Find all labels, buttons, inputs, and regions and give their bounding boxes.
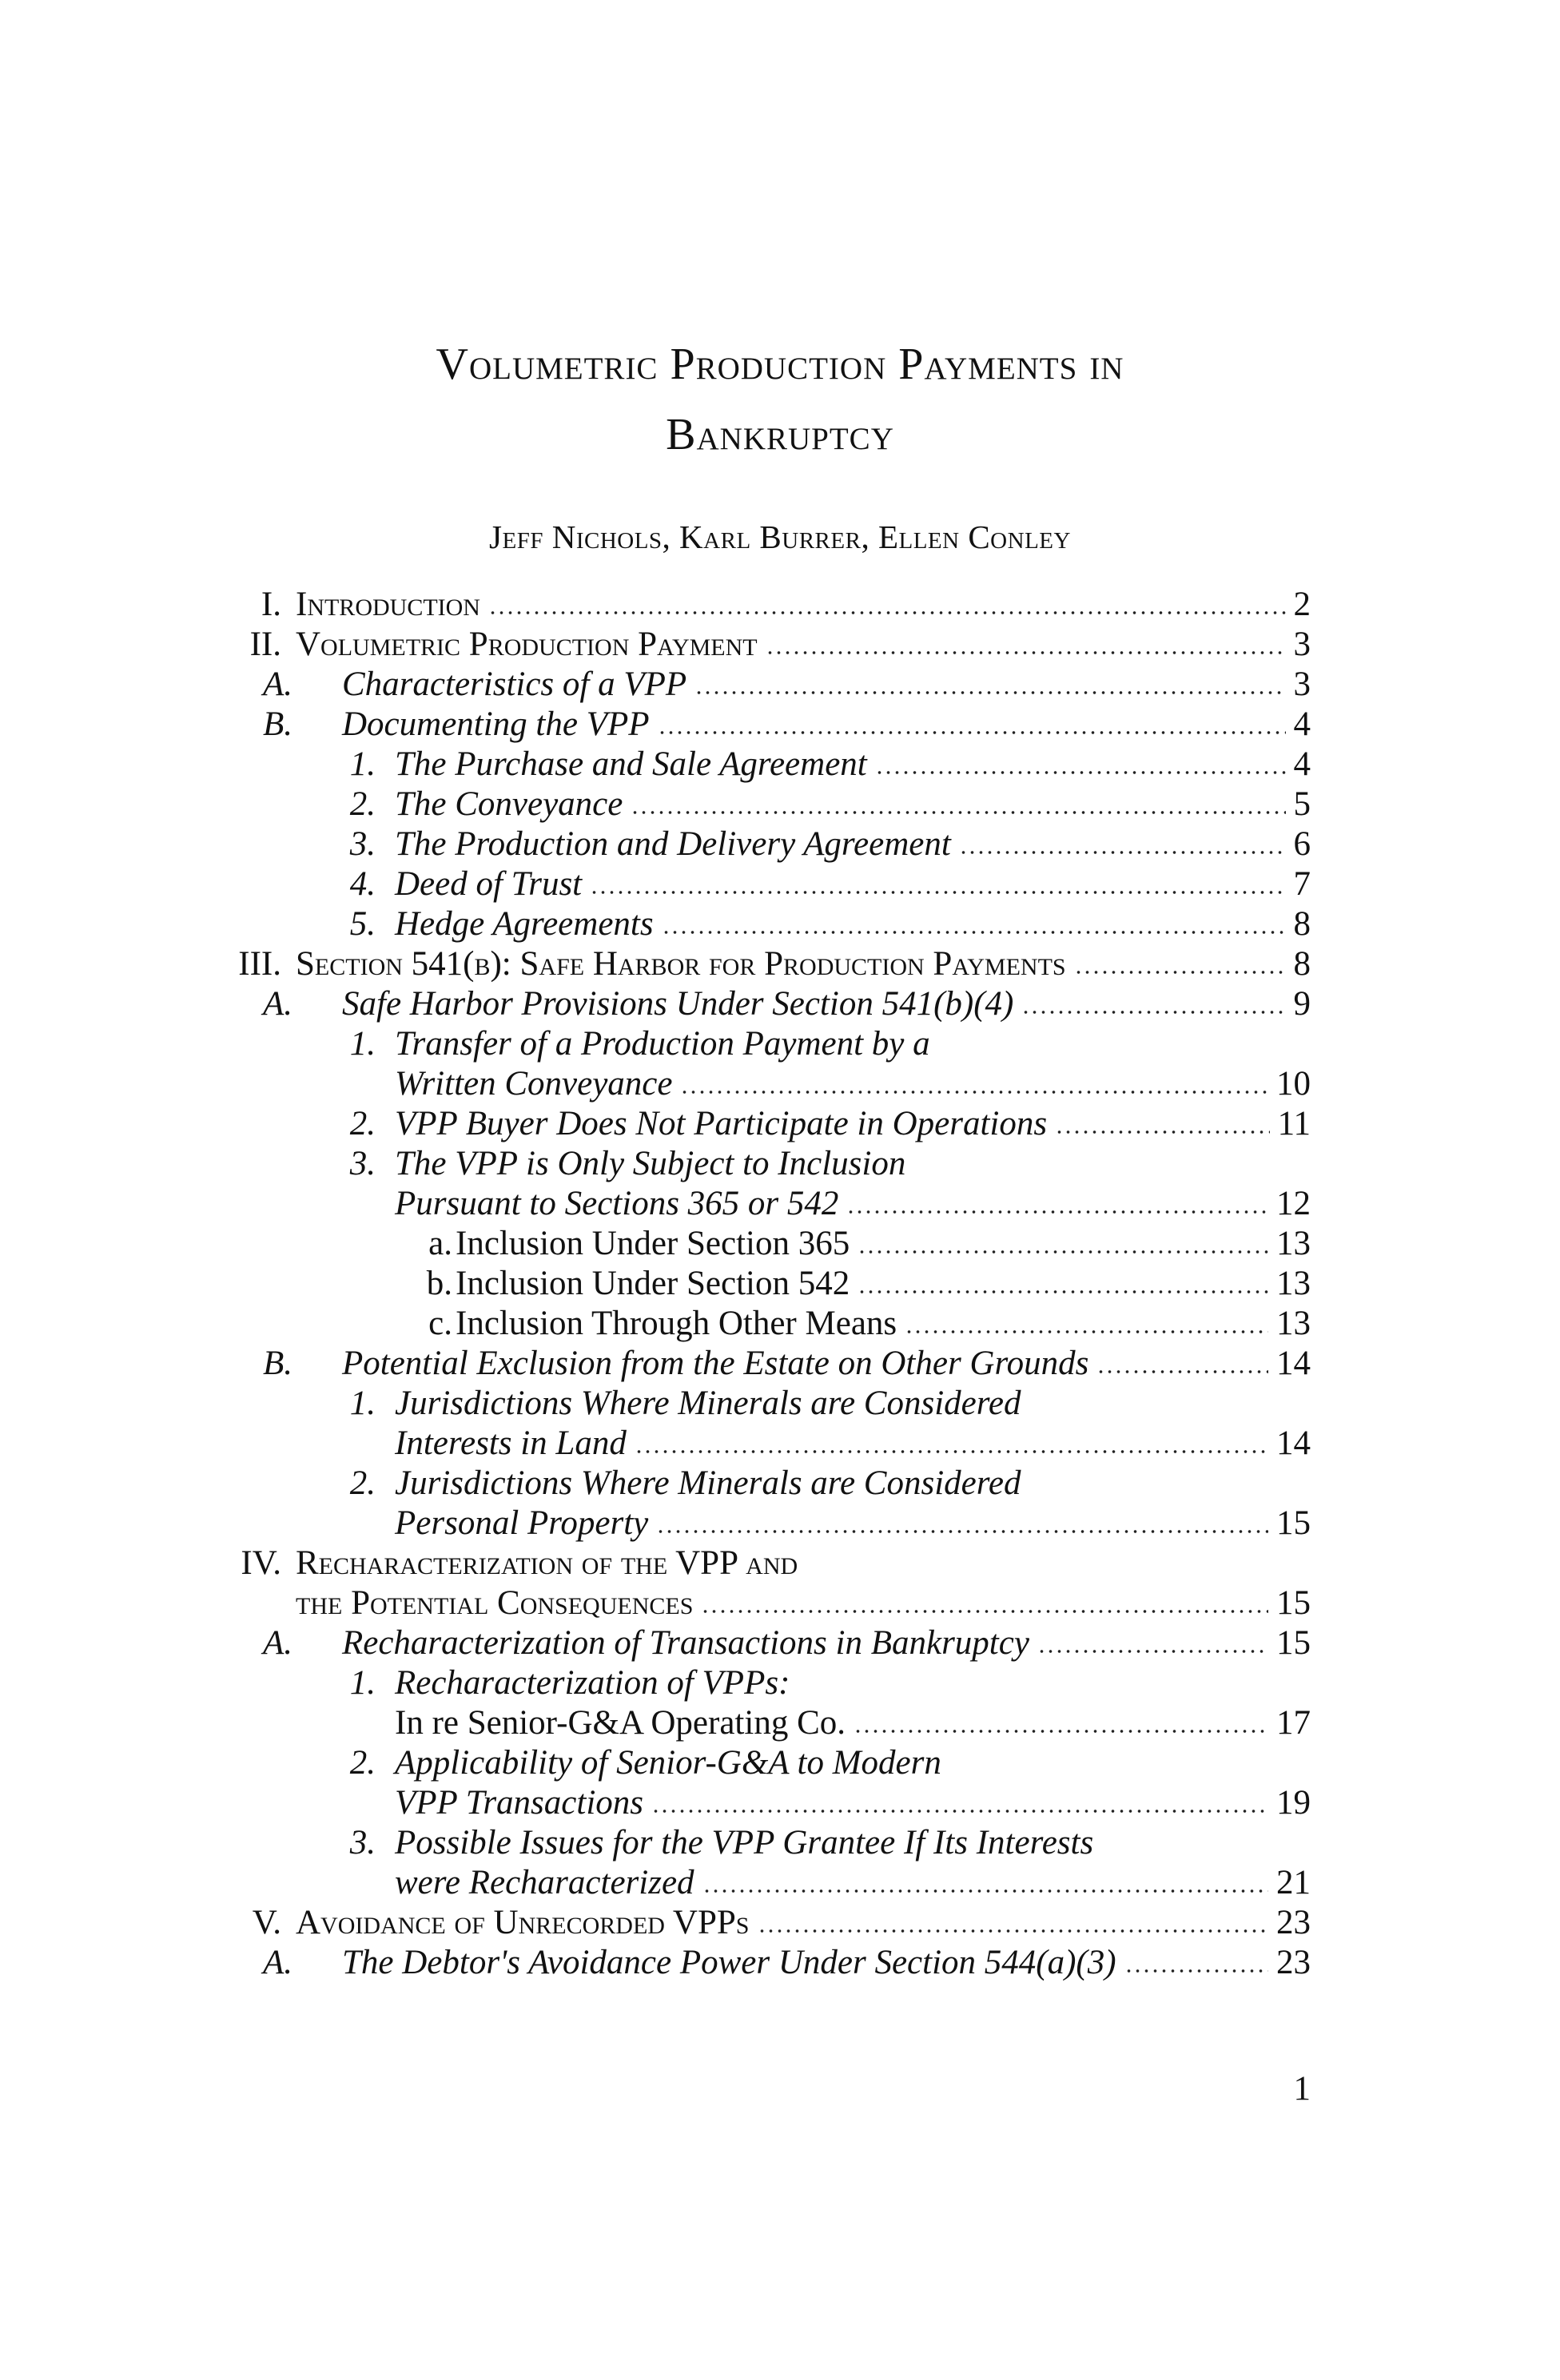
toc-entry-page: 4 [1293,745,1311,783]
toc-entry-title: Jurisdictions Where Minerals are Considered [395,1464,1021,1502]
author-list: Jeff Nichols, Karl Burrer, Ellen Conley [489,519,1071,555]
toc-entry-title: Hedge Agreements [395,905,654,943]
toc-entry-title: Transfer of a Production Payment by a [395,1025,930,1063]
toc-entry-page: 5 [1293,785,1311,823]
toc-entry-number: 2. [349,1105,376,1142]
toc-entry-number: c. [428,1305,452,1342]
toc-entry-number: 2. [349,1744,376,1782]
toc-dot-leader [766,650,1286,655]
toc-dot-leader [694,690,1285,695]
toc-entry [0,904,1560,944]
toc-entry [0,1823,1560,1863]
toc-dot-leader [631,810,1285,815]
toc-dot-leader [656,1529,1268,1534]
toc-entry-number: 1. [349,1385,376,1422]
toc-dot-leader [858,1250,1268,1254]
toc-entry-page: 23 [1276,1904,1311,1941]
toc-entry [0,1583,1560,1623]
toc-dot-leader [758,1929,1269,1933]
toc-entry-page: 3 [1293,666,1311,703]
toc-entry-page: 7 [1293,865,1311,903]
toc-entry [0,1663,1560,1703]
toc-entry [0,864,1560,904]
toc-dot-leader [959,850,1286,855]
toc-entry-title: Deed of Trust [395,865,583,903]
toc-entry-page: 17 [1276,1704,1311,1742]
toc-entry-title: Introduction [296,586,480,623]
toc-entry-title: In re Senior-G&A Operating Co. [395,1704,846,1742]
toc-entry-page: 13 [1276,1225,1311,1262]
toc-entry [0,1304,1560,1344]
toc-entry-page: 13 [1276,1265,1311,1302]
toc-entry-page: 15 [1276,1504,1311,1542]
toc-entry [0,585,1560,625]
toc-entry-title: Personal Property [395,1504,649,1542]
toc-dot-leader [905,1329,1268,1334]
toc-entry [0,1703,1560,1743]
toc-entry [0,1104,1560,1144]
toc-dot-leader [854,1729,1268,1734]
toc-entry-number: 1. [349,1664,376,1702]
toc-entry-number: A. [262,985,292,1023]
toc-entry-page: 6 [1293,825,1311,863]
toc-entry-title: The Purchase and Sale Agreement [395,745,867,783]
toc-entry-page: 14 [1276,1424,1311,1462]
toc-dot-leader [590,890,1285,895]
toc-dot-leader [658,730,1286,735]
toc-entry-page: 15 [1276,1624,1311,1662]
toc-entry-number: V. [252,1904,281,1941]
toc-entry-title: Inclusion Through Other Means [456,1305,897,1342]
toc-entry-title: The VPP is Only Subject to Inclusion [395,1145,906,1182]
toc-entry-page: 23 [1276,1944,1311,1981]
toc-entry-title: Recharacterization of VPPs: [395,1664,790,1702]
toc-entry-number: b. [426,1265,452,1302]
toc-entry-title: Avoidance of Unrecorded VPPs [296,1904,750,1941]
toc-entry-title: Inclusion Under Section 365 [456,1225,850,1262]
toc-entry-title: Inclusion Under Section 542 [456,1265,850,1302]
toc-entry [0,1144,1560,1184]
toc-dot-leader [1037,1649,1268,1654]
toc-entry-page: 10 [1276,1065,1311,1103]
toc-entry-title: Characteristics of a VPP [342,666,687,703]
page-number: 1 [1293,2070,1311,2108]
toc-dot-leader [635,1449,1268,1454]
toc-entry [0,824,1560,864]
toc-entry-number: 1. [349,1025,376,1063]
toc-entry-number: I. [261,586,281,623]
toc-entry-number: 3. [349,1824,376,1861]
toc-entry-page: 8 [1293,905,1311,943]
toc-entry [0,1184,1560,1224]
toc-entry-page: 8 [1293,945,1311,983]
toc-entry-page: 14 [1276,1345,1311,1382]
toc-entry-number: II. [249,626,281,663]
toc-entry-page: 4 [1293,705,1311,743]
toc-dot-leader [701,1609,1268,1614]
toc-entry-number: a. [428,1225,452,1262]
toc-dot-leader [702,1889,1268,1893]
toc-entry [0,1504,1560,1544]
toc-entry-number: 5. [349,905,376,943]
toc-entry-number: A. [262,1944,292,1981]
article-title-line-1: Volumetric Production Payments in [436,340,1124,389]
toc-entry-title: Possible Issues for the VPP Grantee If Its Interests [395,1824,1094,1861]
toc-entry-title: The Debtor's Avoidance Power Under Section 544(a)(3) [342,1944,1116,1981]
toc-entry-title: Pursuant to Sections 365 or 542 [395,1185,839,1222]
toc-entry-title: Volumetric Production Payment [296,626,758,663]
toc-entry-title: Interests in Land [395,1424,627,1462]
toc-entry [0,1783,1560,1823]
toc-entry-title: were Recharacterized [395,1864,694,1901]
toc-entry [0,705,1560,745]
toc-entry-number: 4. [349,865,376,903]
toc-dot-leader [1124,1969,1268,1973]
toc-entry-page: 12 [1276,1185,1311,1222]
toc-entry [0,1424,1560,1464]
toc-entry [0,1943,1560,1983]
toc-entry [0,665,1560,705]
toc-entry-page: 2 [1293,586,1311,623]
article-title-line-2: Bankruptcy [666,410,894,459]
toc-entry [0,1544,1560,1583]
toc-entry-number: 2. [349,785,376,823]
toc-entry-page: 9 [1293,985,1311,1023]
toc-entry-title: Potential Exclusion from the Estate on Other Grounds [342,1345,1089,1382]
toc-entry-number: 3. [349,1145,376,1182]
toc-dot-leader [488,610,1286,615]
toc-entry-title: Applicability of Senior-G&A to Modern [395,1744,941,1782]
toc-dot-leader [858,1289,1268,1294]
toc-entry-number: IV. [241,1544,281,1582]
toc-entry [0,1464,1560,1504]
toc-entry [0,1903,1560,1943]
toc-entry-number: B. [262,1345,292,1382]
toc-entry-title: Documenting the VPP [342,705,650,743]
toc-entry-number: A. [262,666,292,703]
toc-dot-leader [680,1090,1268,1095]
toc-entry [0,1863,1560,1903]
toc-entry-number: 2. [349,1464,376,1502]
toc-dot-leader [1074,970,1286,975]
toc-dot-leader [662,930,1286,935]
toc-entry [0,625,1560,665]
toc-dot-leader [1096,1369,1268,1374]
toc-entry-title: Recharacterization of Transactions in Bankruptcy [342,1624,1029,1662]
toc-entry [0,1623,1560,1663]
toc-entry [0,1743,1560,1783]
toc-entry [0,1024,1560,1064]
toc-entry [0,1064,1560,1104]
toc-entry-page: 11 [1277,1105,1311,1142]
toc-entry [0,984,1560,1024]
toc-dot-leader [875,770,1286,775]
toc-entry-title: VPP Transactions [395,1784,643,1822]
toc-entry-title: VPP Buyer Does Not Participate in Operations [395,1105,1048,1142]
toc-dot-leader [651,1809,1268,1814]
toc-entry-page: 15 [1276,1584,1311,1622]
toc-entry-page: 19 [1276,1784,1311,1822]
toc-entry-number: B. [262,705,292,743]
toc-entry-title: Safe Harbor Provisions Under Section 541(b)(4) [342,985,1014,1023]
toc-dot-leader [1021,1010,1285,1015]
toc-entry-number: III. [238,945,281,983]
toc-entry-number: 3. [349,825,376,863]
toc-entry [0,1264,1560,1304]
toc-entry [0,745,1560,785]
toc-entry [0,785,1560,824]
toc-entry-title: the Potential Consequences [296,1584,694,1622]
toc-dot-leader [846,1210,1268,1214]
toc-entry-number: A. [262,1624,292,1662]
toc-entry-page: 13 [1276,1305,1311,1342]
toc-entry-title: The Production and Delivery Agreement [395,825,951,863]
toc-entry-title: The Conveyance [395,785,623,823]
toc-entry-page: 21 [1276,1864,1311,1901]
toc-entry [0,944,1560,984]
toc-entry [0,1344,1560,1384]
toc-entry-title: Section 541(b): Safe Harbor for Production Payments [296,945,1066,983]
toc-entry [0,1384,1560,1424]
toc-entry [0,1224,1560,1264]
toc-entry-title: Jurisdictions Where Minerals are Considered [395,1385,1021,1422]
toc-dot-leader [1055,1130,1269,1134]
toc-entry-page: 3 [1293,626,1311,663]
toc-entry-number: 1. [349,745,376,783]
toc-entry-title: Written Conveyance [395,1065,673,1103]
toc-entry-title: Recharacterization of the VPP and [296,1544,798,1582]
